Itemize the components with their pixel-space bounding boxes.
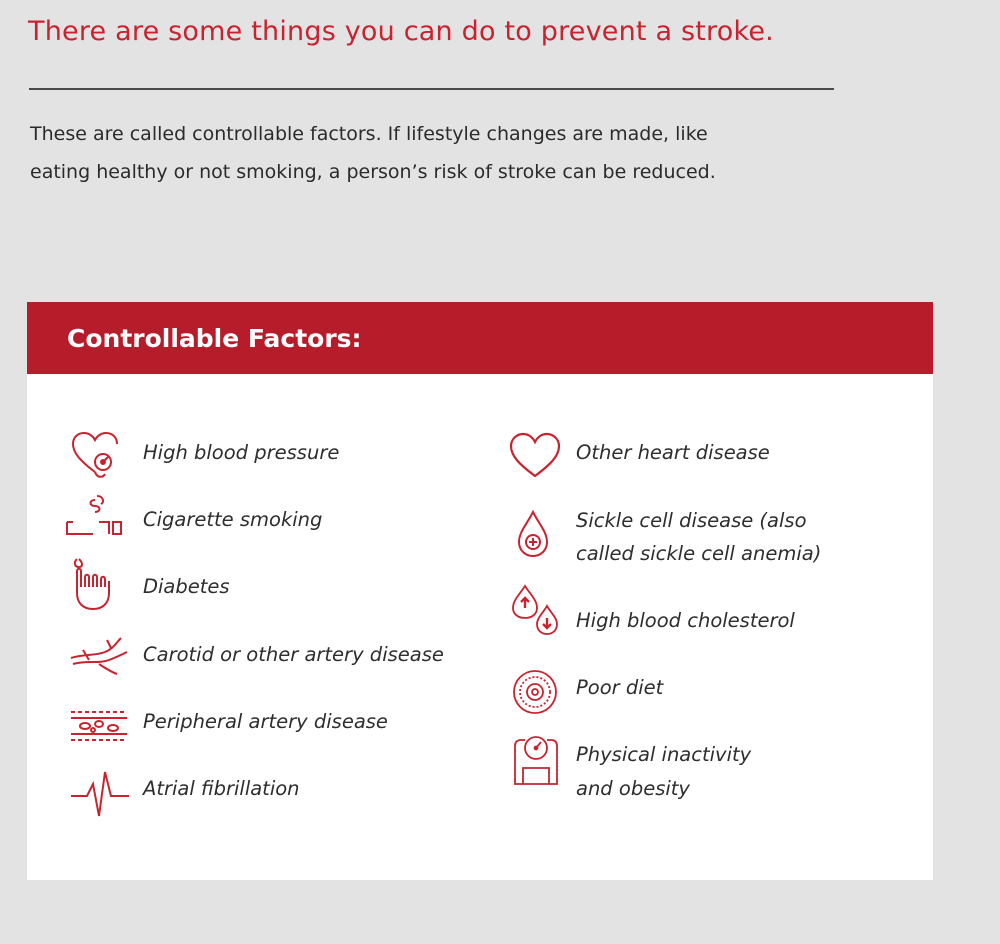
factor-cigarette-smoking: Cigarette smoking [143,508,323,531]
factor-sickle-cell-line1: Sickle cell disease (also [576,509,807,532]
factor-carotid-artery-disease: Carotid or other artery disease [143,643,444,666]
factor-other-heart-disease: Other heart disease [576,441,770,464]
artery-icon [69,634,129,688]
factor-physical-inactivity-line1: Physical inactivity [576,743,752,766]
heartbeat-line-icon [69,768,129,822]
finger-prick-icon [67,557,127,611]
factor-high-blood-pressure: High blood pressure [143,441,340,464]
factor-atrial-fibrillation: Atrial fibrillation [143,777,300,800]
heart-icon [507,430,567,484]
factor-sickle-cell-line2: called sickle cell anemia) [576,542,822,565]
factor-poor-diet: Poor diet [576,676,664,699]
card-header [27,302,933,374]
plate-icon [508,666,568,720]
heart-gauge-icon [67,428,127,482]
intro-paragraph: These are called controllable factors. If lifestyle changes are made, like eating healthy or not smoking, a person’s risk of stroke can be reduced. [30,123,716,183]
factor-peripheral-artery-disease: Peripheral artery disease [143,710,388,733]
card-title: Controllable Factors: [67,323,362,353]
blood-vessel-icon [69,700,129,754]
cigarette-icon [65,494,125,548]
page-headline: There are some things you can do to prevent a stroke. [28,16,774,47]
factor-physical-inactivity-line2: and obesity [576,777,690,800]
scale-icon [509,734,569,788]
factor-diabetes: Diabetes [143,575,230,598]
cholesterol-drops-icon [507,584,567,638]
blood-drop-plus-icon [509,508,569,562]
divider [29,88,834,90]
factor-high-blood-cholesterol: High blood cholesterol [576,609,795,632]
controllable-factors-card [27,302,933,880]
